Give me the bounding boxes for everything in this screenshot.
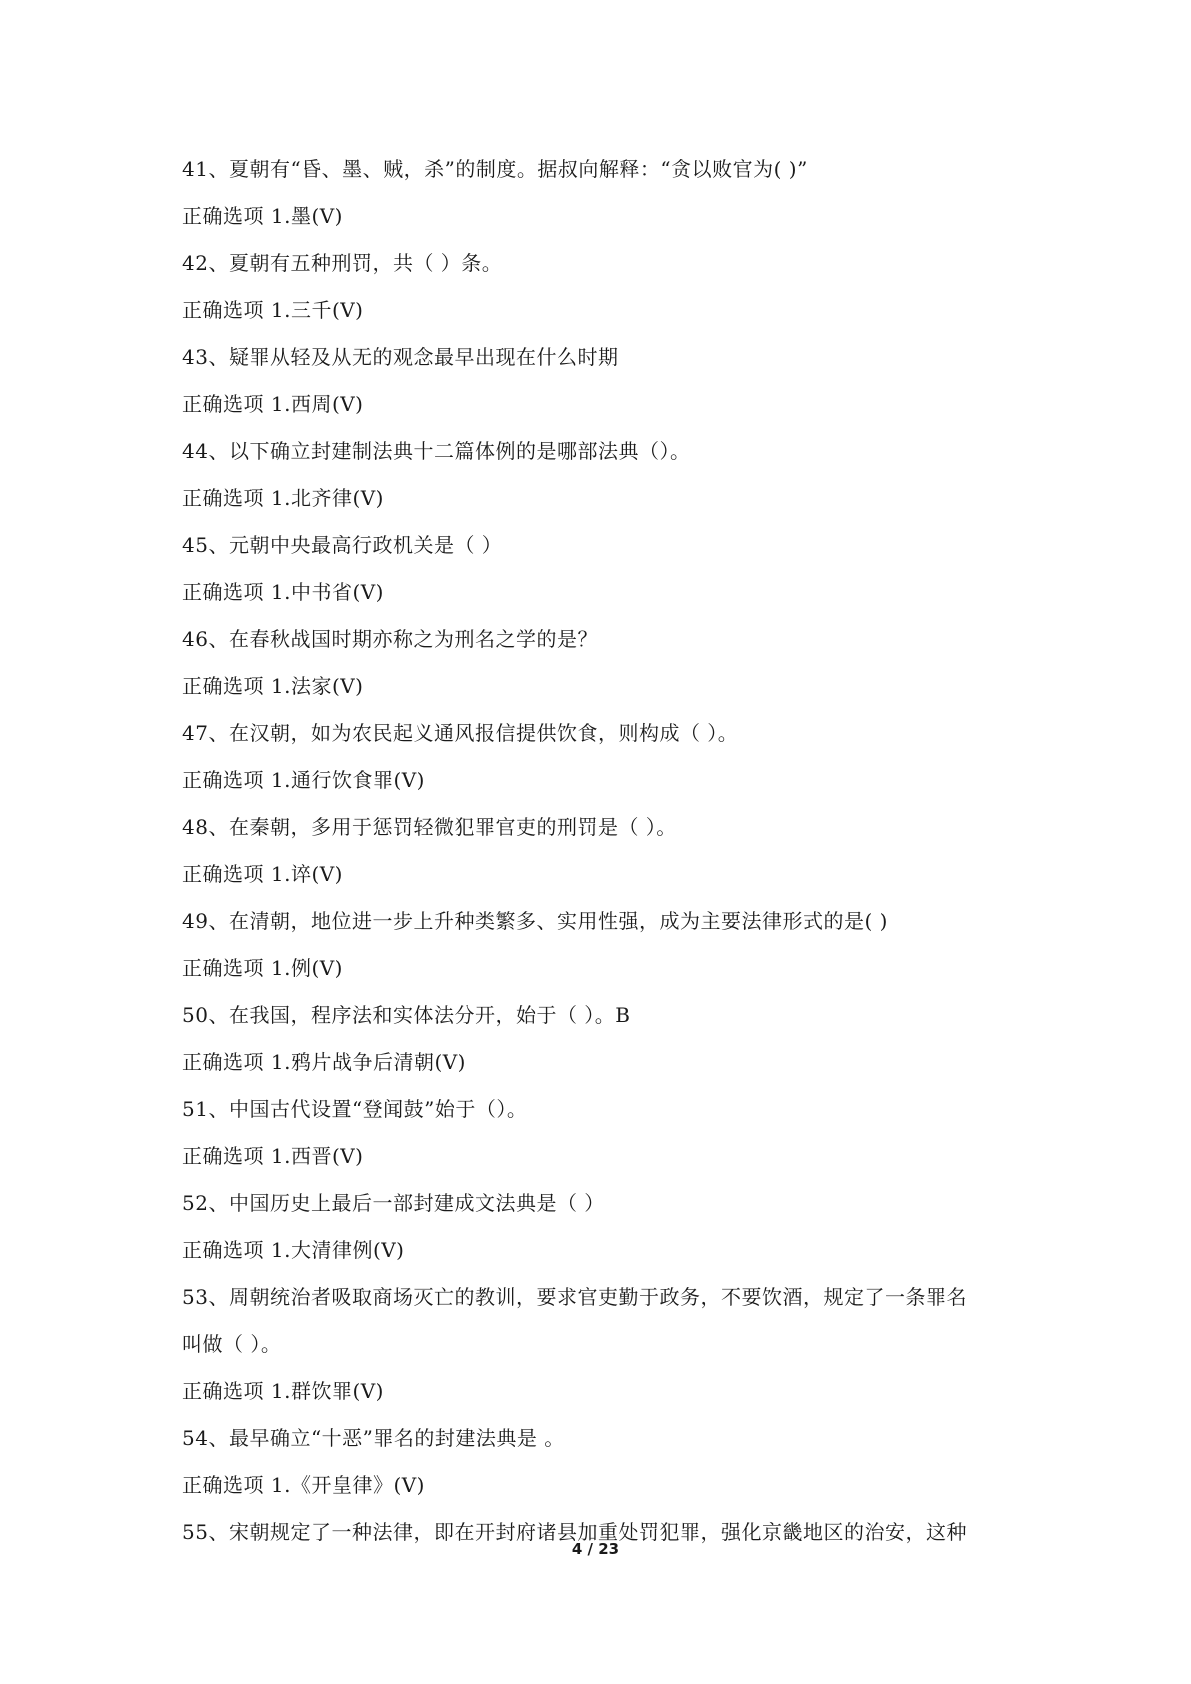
question-54: 54、最早确立“十恶”罪名的封建法典是 。 — [182, 1426, 565, 1450]
answer-41: 正确选项 1.墨(V) — [182, 204, 343, 228]
answer-45: 正确选项 1.中书省(V) — [182, 580, 384, 604]
answer-52: 正确选项 1.大清律例(V) — [182, 1238, 405, 1262]
question-47: 47、在汉朝，如为农民起义通风报信提供饮食，则构成（ ）。 — [182, 721, 739, 745]
question-44: 44、以下确立封建制法典十二篇体例的是哪部法典（）。 — [182, 439, 691, 463]
question-41: 41、夏朝有“昏、墨、贼，杀”的制度。据叔向解释：“贪以败官为( )” — [182, 157, 808, 181]
question-42: 42、夏朝有五种刑罚，共（ ）条。 — [182, 251, 503, 275]
question-50: 50、在我国，程序法和实体法分开，始于（ ）。B — [182, 1003, 631, 1027]
document-body — [182, 146, 1022, 1556]
answer-51: 正确选项 1.西晋(V) — [182, 1144, 364, 1168]
answer-42: 正确选项 1.三千(V) — [182, 298, 364, 322]
question-43: 43、疑罪从轻及从无的观念最早出现在什么时期 — [182, 345, 619, 369]
answer-49: 正确选项 1.例(V) — [182, 956, 343, 980]
question-52: 52、中国历史上最后一部封建成文法典是（ ） — [182, 1191, 605, 1215]
answer-47: 正确选项 1.通行饮食罪(V) — [182, 768, 425, 792]
answer-50: 正确选项 1.鸦片战争后清朝(V) — [182, 1050, 466, 1074]
answer-48: 正确选项 1.谇(V) — [182, 862, 343, 886]
answer-53: 正确选项 1.群饮罪(V) — [182, 1379, 384, 1403]
question-48: 48、在秦朝，多用于惩罚轻微犯罪官吏的刑罚是（ ）。 — [182, 815, 677, 839]
answer-44: 正确选项 1.北齐律(V) — [182, 486, 384, 510]
question-53: 53、周朝统治者吸取商场灭亡的教训，要求官吏勤于政务，不要饮酒，规定了一条罪名 — [182, 1285, 967, 1309]
page-number: 4 / 23 — [571, 1540, 620, 1558]
question-49: 49、在清朝，地位进一步上升种类繁多、实用性强，成为主要法律形式的是( ) — [182, 909, 888, 933]
question-55: 55、宋朝规定了一种法律，即在开封府诸县加重处罚犯罪，强化京畿地区的治安，这种 — [182, 1520, 967, 1544]
question-51: 51、中国古代设置“登闻鼓”始于（）。 — [182, 1097, 528, 1121]
question-53-continued: 叫做（ ）。 — [182, 1332, 282, 1356]
answer-46: 正确选项 1.法家(V) — [182, 674, 364, 698]
question-46: 46、在春秋战国时期亦称之为刑名之学的是？ — [182, 627, 598, 651]
answer-54: 正确选项 1.《开皇律》(V) — [182, 1473, 425, 1497]
answer-43: 正确选项 1.西周(V) — [182, 392, 364, 416]
question-45: 45、元朝中央最高行政机关是（ ） — [182, 533, 503, 557]
